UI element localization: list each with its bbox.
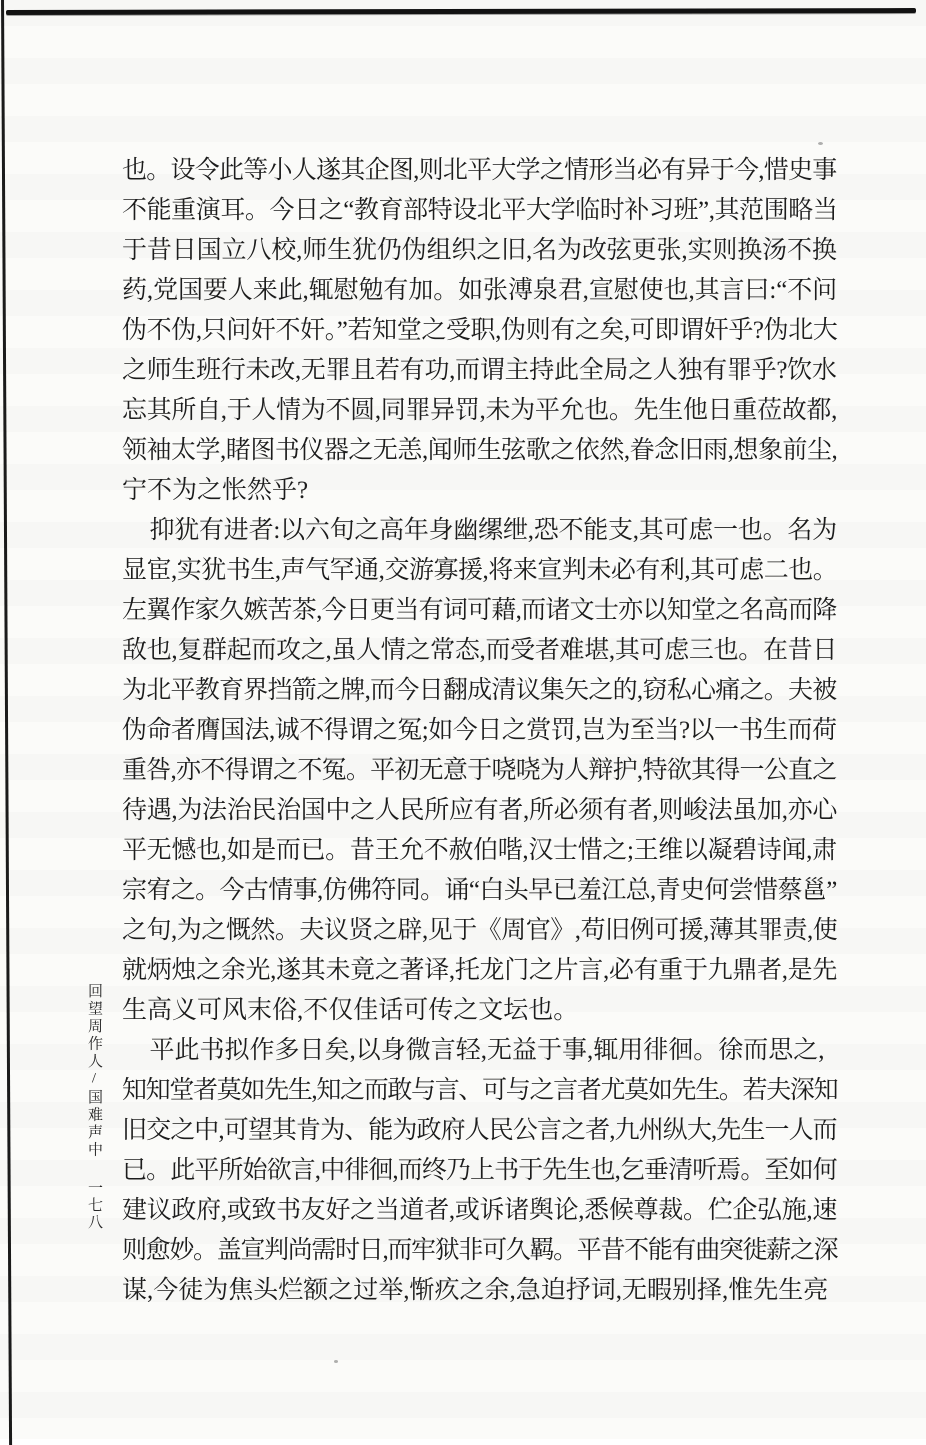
- text-line: 就炳烛之余光,遂其未竟之著译,托龙门之片言,必有重于九鼎者,是先: [122, 957, 838, 984]
- text-line: 伪不伪,只问奸不奸。”若知堂之受职,伪则有之矣,可即谓奸乎?伪北大: [122, 317, 838, 344]
- paragraph: [122, 511, 837, 1031]
- text-line: 左翼作家久嫉苦茶,今日更当有词可藉,而诸文士亦以知堂之名高而降: [122, 597, 837, 624]
- scan-speck: [818, 142, 823, 145]
- text-line: 伪命者膺国法,诚不得谓之冤;如今日之赏罚,岂为至当?以一书生而荷: [122, 717, 837, 744]
- text-column: [122, 151, 837, 1311]
- text-line: 建议政府,或致书友好之当道者,或诉诸舆论,悉候尊裁。伫企弘施,速: [122, 1197, 838, 1224]
- text-line: 谋,今徒为焦头烂额之过举,惭疚之余,急迫抒词,无暇别择,惟先生亮: [122, 1277, 829, 1304]
- scan-left-edge-line: [1, 0, 12, 1445]
- paragraph: [122, 151, 837, 511]
- text-line: 旧交之中,可望其肯为、能为政府人民公言之者,九州纵大,先生一人而: [122, 1117, 837, 1144]
- text-line: 知知堂者莫如先生,知之而敢与言、可与之言者尤莫如先生。若夫深知: [122, 1077, 838, 1104]
- text-line: 已。此平所始欲言,中徘徊,而终乃上书于先生也,乞垂清听焉。至如何: [122, 1157, 837, 1184]
- text-line: 于昔日国立八校,师生犹仍伪组织之旧,名为改弦更张,实则换汤不换: [122, 237, 837, 264]
- text-line: 抑犹有进者:以六旬之高年身幽缧绁,恐不能支,其可虑一也。名为: [149, 517, 837, 544]
- book-title-vertical: 回望周作人/国难声中: [86, 983, 102, 1159]
- text-line: 宁不为之怅然乎?: [122, 477, 309, 504]
- scan-speck: [334, 1360, 338, 1363]
- paragraph: [122, 1031, 837, 1311]
- text-line: 生高义可风末俗,不仅佳话可传之文坛也。: [122, 997, 579, 1024]
- text-line: 待遇,为法治民治国中之人民所应有者,所必须有者,则峻法虽加,亦心: [122, 797, 838, 824]
- text-line: 则愈妙。盖宣判尚需时日,而牢狱非可久羁。平昔不能有曲突徙薪之深: [122, 1237, 838, 1264]
- text-line: 宗宥之。今古情事,仿佛符同。诵“白头早已羞江总,青史何尝惜蔡邕”: [122, 877, 837, 904]
- text-line: 忘其所自,于人情为不圆,同罪异罚,未为平允也。先生他日重莅故都,: [122, 397, 838, 424]
- text-line: 领袖太学,睹图书仪器之无恙,闻师生弦歌之依然,眷念旧雨,想象前尘,: [122, 437, 838, 464]
- text-line: 敌也,复群起而攻之,虽人情之常态,而受者难堪,其可虑三也。在昔日: [122, 637, 838, 664]
- scan-speck: [306, 676, 309, 679]
- text-line: 之师生班行未改,无罪且若有功,而谓主持此全局之人独有罪乎?饮水: [122, 357, 837, 384]
- spine-label: [84, 983, 105, 1403]
- scan-top-edge-line: [6, 8, 916, 15]
- text-line: 平无憾也,如是而已。昔王允不赦伯喈,汉士惜之;王维以凝碧诗闻,肃: [122, 837, 837, 864]
- text-line: 之句,为之慨然。夫议贤之辟,见于《周官》,苟旧例可援,薄其罪责,使: [122, 917, 838, 944]
- page-number: 一七八: [86, 1180, 102, 1231]
- text-line: 也。设令此等小人遂其企图,则北平大学之情形当必有异于今,惜史事: [122, 157, 837, 184]
- text-line: 不能重演耳。今日之“教育部特设北平大学临时补习班”,其范围略当: [122, 197, 838, 224]
- text-line: 为北平教育界挡箭之牌,而今日翻成清议集矢之的,窃私心痛之。夫被: [122, 677, 837, 704]
- text-line: 显宦,实犹书生,声气罕通,交游寡援,将来宣判未必有利,其可虑二也。: [122, 557, 838, 584]
- text-line: 重咎,亦不得谓之不冤。平初无意于哓哓为人辩护,特欲其得一公直之: [122, 757, 837, 784]
- text-line: 药,党国要人来此,辄慰勉有加。如张溥泉君,宣慰使也,其言曰:“不问: [122, 277, 838, 304]
- text-line: 平此书拟作多日矣,以身微言轻,无益于事,辄用徘徊。徐而思之,: [149, 1037, 825, 1064]
